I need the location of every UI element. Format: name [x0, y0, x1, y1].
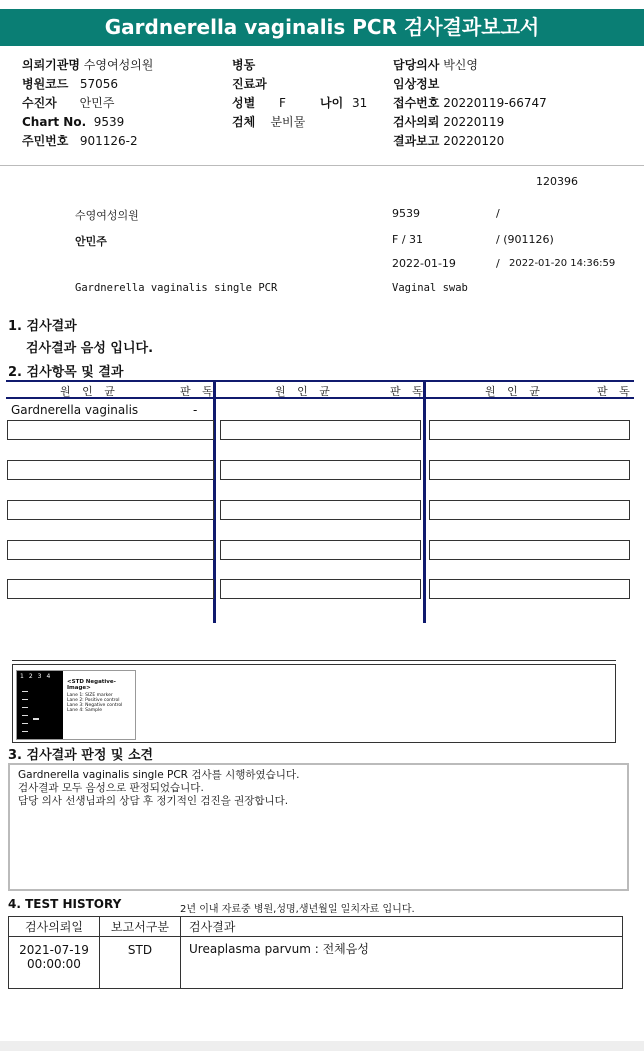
col-judgement-1: 판 독 [180, 385, 217, 398]
summary-test-name: Gardnerella vaginalis single PCR [75, 282, 278, 294]
sex-label: 성별 [232, 96, 256, 110]
history-header-date: 검사의뢰일 [9, 917, 100, 937]
summary-birth: / (901126) [496, 233, 554, 246]
info-column-2 [232, 56, 382, 132]
institution-value: 수영여성의원 [83, 58, 154, 72]
organism-name: Gardnerella vaginalis [11, 403, 139, 417]
comment-box [8, 763, 629, 891]
report-label: 결과보고 [393, 134, 440, 148]
divider [0, 165, 644, 166]
sex-value: F [279, 96, 286, 110]
organism-result: - [193, 403, 198, 417]
result-box [429, 420, 630, 440]
rrn-value: 901126-2 [79, 134, 138, 148]
summary-code: 120396 [536, 175, 578, 188]
doctor-label: 담당의사 [393, 58, 440, 72]
institution-label: 의뢰기관명 [22, 58, 80, 72]
section1-result: 검사결과 음성 입니다. [26, 341, 154, 356]
summary-specimen: Vaginal swab [392, 282, 468, 294]
result-box [220, 579, 421, 599]
report-value: 20220120 [443, 134, 505, 148]
hospital-code-value: 57056 [79, 77, 119, 91]
result-box [7, 500, 214, 520]
info-column-3 [393, 56, 643, 151]
history-time: 00:00:00 [27, 957, 81, 971]
dept-label: 진료과 [232, 77, 267, 91]
comment-line: 검사결과 모두 음성으로 판정되었습니다. [18, 782, 204, 794]
summary-patient: 안민주 [75, 235, 107, 248]
result-box [429, 540, 630, 560]
gel-lane-numbers: 1234 [20, 673, 56, 680]
bottom-bar [0, 1041, 644, 1051]
result-box [429, 579, 630, 599]
result-box [7, 540, 214, 560]
summary-chart: 9539 [392, 207, 420, 220]
report-title: Gardnerella vaginalis PCR 검사결과보고서 [0, 9, 644, 46]
clinical-label: 임상정보 [393, 77, 440, 91]
age-value: 31 [352, 96, 368, 110]
result-box [220, 500, 421, 520]
specimen-value: 분비물 [270, 115, 306, 129]
summary-date: 2022-01-19 [392, 257, 456, 270]
chart-label: Chart No. [22, 115, 87, 129]
history-date-cell [9, 937, 100, 989]
result-box [7, 579, 214, 599]
result-box [220, 460, 421, 480]
patient-value: 안민주 [79, 96, 115, 110]
patient-label: 수진자 [22, 96, 57, 110]
section4-title: 4. TEST HISTORY [8, 897, 122, 911]
specimen-label: 검체 [232, 115, 256, 129]
history-header-type: 보고서구분 [100, 917, 181, 937]
col-judgement-3: 판 독 [597, 385, 634, 398]
table-top-rule [6, 380, 634, 382]
chart-value: 9539 [93, 115, 125, 129]
result-box [429, 500, 630, 520]
section1-title: 1. 검사결과 [8, 319, 77, 334]
rrn-label: 주민번호 [22, 134, 69, 148]
history-header-result: 검사결과 [181, 917, 623, 937]
summary-datetime: 2022-01-20 14:36:59 [509, 258, 616, 269]
col-judgement-2: 판 독 [390, 385, 427, 398]
comment-line: Gardnerella vaginalis single PCR 검사를 시행하였습니다. [18, 769, 300, 781]
hospital-code-label: 병원코드 [22, 77, 69, 91]
gel-caption-lanes: Lane 1: SIZE marker Lane 2: Positive control Lane 3: Negative control Lane 4: Sample [67, 693, 123, 713]
ward-label: 병동 [232, 58, 256, 72]
result-box [220, 540, 421, 560]
receipt-value: 20220119-66747 [443, 96, 547, 110]
result-box [429, 460, 630, 480]
col-organism-1: 원 인 균 [60, 385, 119, 398]
col-organism-2: 원 인 균 [275, 385, 334, 398]
info-column-1 [22, 56, 222, 151]
gel-lanes-image [17, 671, 63, 739]
history-table [8, 916, 623, 989]
age-label: 나이 [320, 96, 344, 110]
table-row [9, 937, 623, 989]
section3-title: 3. 검사결과 판정 및 소견 [8, 748, 154, 763]
summary-datetime-slash: / [496, 257, 500, 270]
section2-title: 2. 검사항목 및 결과 [8, 365, 124, 380]
col-organism-3: 원 인 균 [485, 385, 544, 398]
gel-image-panel [12, 664, 616, 743]
summary-sex-age: F / 31 [392, 233, 424, 246]
history-type: STD [100, 937, 181, 989]
doctor-value: 박신영 [443, 58, 478, 72]
history-result: Ureaplasma parvum : 전체음성 [181, 937, 623, 989]
result-box [7, 420, 214, 440]
result-box [7, 460, 214, 480]
gel-image [16, 670, 136, 740]
receipt-label: 접수번호 [393, 96, 440, 110]
summary-institution: 수영여성의원 [75, 209, 139, 222]
gel-caption-title: <STD Negative-Image> [67, 679, 116, 691]
comment-line: 담당 의사 선생님과의 상담 후 정기적인 검진을 권장합니다. [18, 795, 289, 807]
request-label: 검사의뢰 [393, 115, 440, 129]
request-value: 20220119 [443, 115, 505, 129]
image-top-rule [12, 660, 616, 661]
table-divider-2 [423, 380, 426, 623]
history-date: 2021-07-19 [19, 943, 89, 957]
summary-slash: / [496, 207, 500, 220]
result-box [220, 420, 421, 440]
section4-note: 2년 이내 자료중 병원,성명,생년월일 일치자료 입니다. [180, 904, 415, 915]
